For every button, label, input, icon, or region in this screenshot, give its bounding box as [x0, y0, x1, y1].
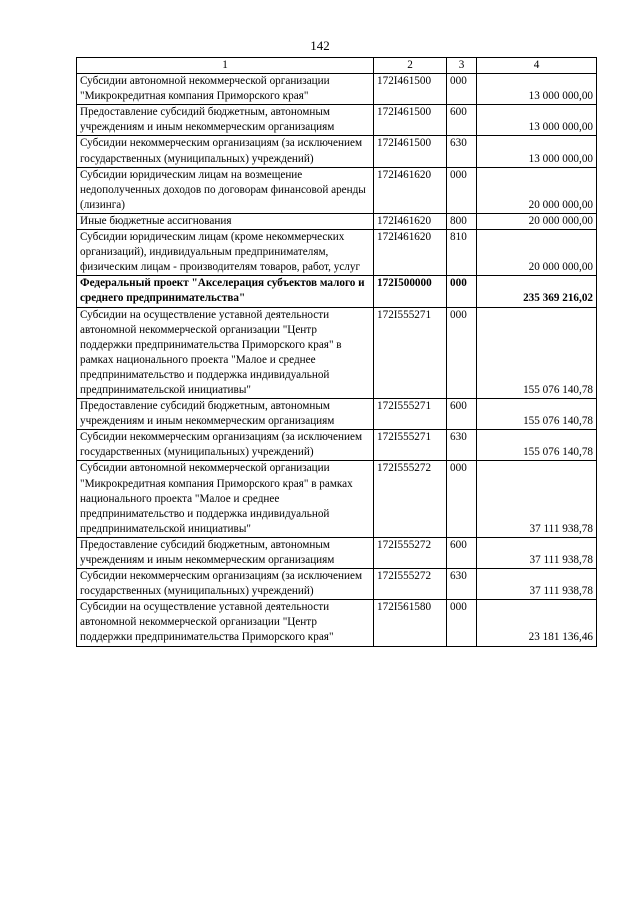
- row-sum-cell: 37 111 938,78: [477, 537, 597, 568]
- table-row: [77, 230, 597, 276]
- header-col-2: 2: [374, 58, 447, 74]
- table-row: [77, 399, 597, 430]
- row-type-cell: 630: [447, 136, 477, 167]
- row-sum-cell: 155 076 140,78: [477, 307, 597, 399]
- row-name-cell: Субсидии юридическим лицам на возмещение недополученных доходов по договорам финансовой аренды (лизинга): [77, 167, 374, 213]
- row-code-cell: 172I461620: [374, 167, 447, 213]
- table-row: [77, 276, 597, 307]
- row-code-cell: 172I461620: [374, 230, 447, 276]
- row-sum-cell: 23 181 136,46: [477, 600, 597, 646]
- row-type-cell: 000: [447, 74, 477, 105]
- row-name-cell: Субсидии автономной некоммерческой организации "Микрокредитная компания Приморского края": [77, 74, 374, 105]
- table-row: [77, 136, 597, 167]
- table-row: [77, 307, 597, 399]
- row-sum-cell: 155 076 140,78: [477, 399, 597, 430]
- table-row: [77, 105, 597, 136]
- header-col-1: 1: [77, 58, 374, 74]
- row-sum-cell: 235 369 216,02: [477, 276, 597, 307]
- row-type-cell: 000: [447, 307, 477, 399]
- row-type-cell: 630: [447, 430, 477, 461]
- row-sum-cell: 20 000 000,00: [477, 213, 597, 229]
- row-sum-cell: 155 076 140,78: [477, 430, 597, 461]
- row-name-cell: Субсидии некоммерческим организациям (за исключением государственных (муниципальных) учреждений): [77, 136, 374, 167]
- row-code-cell: 172I461500: [374, 136, 447, 167]
- row-type-cell: 000: [447, 167, 477, 213]
- row-name-cell: Субсидии на осуществление уставной деятельности автономной некоммерческой организации "Центр поддержки предпринимательства Приморского края" в рамках национального проекта "Малое и среднее предпринимательство и поддержка индивидуальной предпринимательской инициативы": [77, 307, 374, 399]
- row-code-cell: 172I555271: [374, 430, 447, 461]
- table-row: [77, 537, 597, 568]
- budget-table: [76, 57, 597, 647]
- row-sum-cell: 37 111 938,78: [477, 461, 597, 537]
- row-code-cell: 172I561580: [374, 600, 447, 646]
- header-col-4: 4: [477, 58, 597, 74]
- row-code-cell: 172I461500: [374, 74, 447, 105]
- table-row: [77, 430, 597, 461]
- row-sum-cell: 20 000 000,00: [477, 167, 597, 213]
- table-row: [77, 461, 597, 537]
- row-name-cell: Федеральный проект "Акселерация субъектов малого и среднего предпринимательства": [77, 276, 374, 307]
- table-row: [77, 600, 597, 646]
- row-sum-cell: 37 111 938,78: [477, 569, 597, 600]
- row-code-cell: 172I555271: [374, 307, 447, 399]
- row-name-cell: Предоставление субсидий бюджетным, автономным учреждениям и иным некоммерческим организациям: [77, 399, 374, 430]
- header-col-3: 3: [447, 58, 477, 74]
- row-name-cell: Субсидии некоммерческим организациям (за исключением государственных (муниципальных) учреждений): [77, 430, 374, 461]
- row-code-cell: 172I461500: [374, 105, 447, 136]
- row-code-cell: 172I500000: [374, 276, 447, 307]
- budget-table-body: [77, 58, 597, 647]
- row-type-cell: 810: [447, 230, 477, 276]
- row-sum-cell: 13 000 000,00: [477, 74, 597, 105]
- row-code-cell: 172I555272: [374, 537, 447, 568]
- table-row: [77, 74, 597, 105]
- row-sum-cell: 20 000 000,00: [477, 230, 597, 276]
- row-type-cell: 000: [447, 276, 477, 307]
- row-name-cell: Иные бюджетные ассигнования: [77, 213, 374, 229]
- row-sum-cell: 13 000 000,00: [477, 136, 597, 167]
- row-name-cell: Субсидии на осуществление уставной деятельности автономной некоммерческой организации "Центр поддержки предпринимательства Приморского края": [77, 600, 374, 646]
- table-row: [77, 213, 597, 229]
- row-name-cell: Субсидии юридическим лицам (кроме некоммерческих организаций), индивидуальным предпринимателям, физическим лицам - производителям товаров, работ, услуг: [77, 230, 374, 276]
- row-name-cell: Субсидии автономной некоммерческой организации "Микрокредитная компания Приморского края" в рамках национального проекта "Малое и среднее предпринимательство и поддержка индивидуальной предпринимательской инициативы": [77, 461, 374, 537]
- row-type-cell: 600: [447, 105, 477, 136]
- page-number: 142: [310, 38, 330, 53]
- row-type-cell: 600: [447, 399, 477, 430]
- header-row: [77, 58, 597, 74]
- row-type-cell: 000: [447, 461, 477, 537]
- row-sum-cell: 13 000 000,00: [477, 105, 597, 136]
- row-type-cell: 630: [447, 569, 477, 600]
- row-name-cell: Субсидии некоммерческим организациям (за исключением государственных (муниципальных) учреждений): [77, 569, 374, 600]
- row-name-cell: Предоставление субсидий бюджетным, автономным учреждениям и иным некоммерческим организациям: [77, 537, 374, 568]
- table-row: [77, 167, 597, 213]
- row-name-cell: Предоставление субсидий бюджетным, автономным учреждениям и иным некоммерческим организациям: [77, 105, 374, 136]
- row-code-cell: 172I555272: [374, 461, 447, 537]
- row-type-cell: 600: [447, 537, 477, 568]
- row-type-cell: 800: [447, 213, 477, 229]
- row-code-cell: 172I461620: [374, 213, 447, 229]
- table-row: [77, 569, 597, 600]
- row-code-cell: 172I555272: [374, 569, 447, 600]
- row-code-cell: 172I555271: [374, 399, 447, 430]
- row-type-cell: 000: [447, 600, 477, 646]
